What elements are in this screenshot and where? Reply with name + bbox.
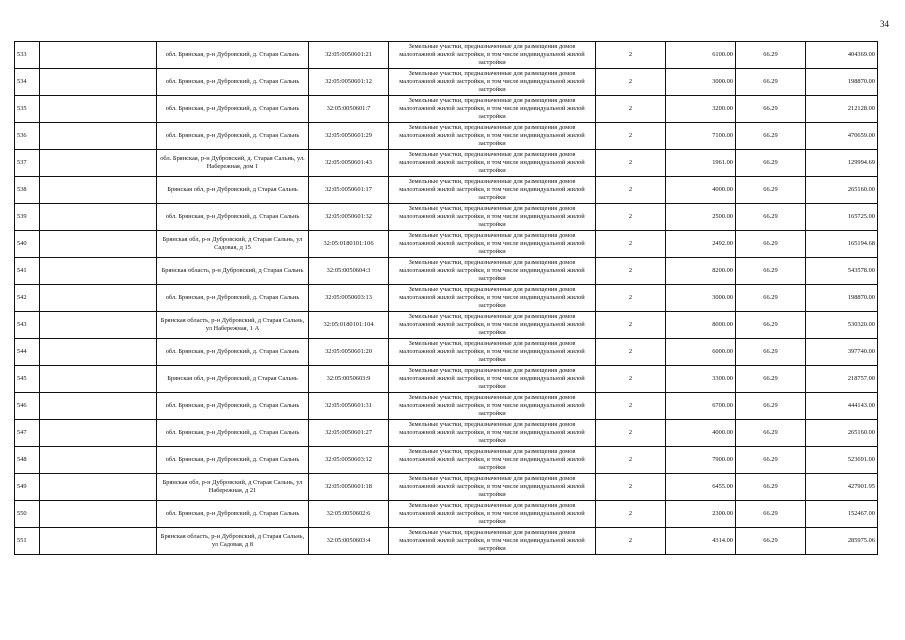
area-cell: 2500.00: [666, 204, 736, 231]
cadastral-number-cell: 32:05:0050601:18: [309, 474, 389, 501]
area-cell: 1961.00: [666, 150, 736, 177]
cadastral-value-cell: 285975.06: [806, 528, 878, 555]
land-use-cell: Земельные участки, предназначенные для размещения домов малоэтажной жилой застройки, в том числе индивидуальной жилой застройки: [389, 150, 596, 177]
cadastral-value-cell: 397740.00: [806, 339, 878, 366]
specific-value-cell: 66.29: [736, 366, 806, 393]
table-row: [15, 339, 878, 366]
area-cell: 7900.00: [666, 447, 736, 474]
row-number-cell: 543: [15, 312, 40, 339]
cadastral-value-cell: 198870.00: [806, 285, 878, 312]
cadastral-value-table: [14, 41, 878, 555]
area-cell: 3300.00: [666, 366, 736, 393]
address-cell: Брянская обл, р-н Дубровский, д Старая Сальнь: [157, 366, 309, 393]
table-row: [15, 204, 878, 231]
row-number-cell: 546: [15, 393, 40, 420]
cadastral-value-cell: 404369.00: [806, 42, 878, 69]
row-number-cell: 549: [15, 474, 40, 501]
area-cell: 3200.00: [666, 96, 736, 123]
specific-value-cell: 66.29: [736, 474, 806, 501]
spacer-cell: [40, 204, 157, 231]
cadastral-number-cell: 32:05:0050601:21: [309, 42, 389, 69]
cadastral-value-cell: 523691.00: [806, 447, 878, 474]
cadastral-value-cell: 265160.00: [806, 177, 878, 204]
row-number-cell: 537: [15, 150, 40, 177]
row-number-cell: 541: [15, 258, 40, 285]
address-cell: Брянская область, р-н Дубровский, д Старая Сальнь, ул Садовая, д 8: [157, 528, 309, 555]
specific-value-cell: 66.29: [736, 177, 806, 204]
address-cell: Брянская обл, р-н Дубровский, д Старая Сальнь: [157, 177, 309, 204]
cadastral-value-cell: 212128.00: [806, 96, 878, 123]
spacer-cell: [40, 501, 157, 528]
specific-value-cell: 66.29: [736, 204, 806, 231]
cadastral-number-cell: 32:05:0050601:12: [309, 69, 389, 96]
spacer-cell: [40, 96, 157, 123]
cadastral-value-cell: 165725.00: [806, 204, 878, 231]
land-use-cell: Земельные участки, предназначенные для размещения домов малоэтажной жилой застройки, в том числе индивидуальной жилой застройки: [389, 285, 596, 312]
table-row: [15, 366, 878, 393]
table-body: [15, 42, 878, 555]
row-number-cell: 547: [15, 420, 40, 447]
row-number-cell: 542: [15, 285, 40, 312]
spacer-cell: [40, 420, 157, 447]
land-use-cell: Земельные участки, предназначенные для размещения домов малоэтажной жилой застройки, в том числе индивидуальной жилой застройки: [389, 177, 596, 204]
land-use-cell: Земельные участки, предназначенные для размещения домов малоэтажной жилой застройки, в том числе индивидуальной жилой застройки: [389, 231, 596, 258]
address-cell: обл. Брянская, р-н Дубровский, д. Старая Сальнь: [157, 42, 309, 69]
address-cell: обл. Брянская, р-н Дубровский, д. Старая Сальнь: [157, 420, 309, 447]
category-cell: 2: [596, 393, 666, 420]
category-cell: 2: [596, 123, 666, 150]
area-cell: 6100.00: [666, 42, 736, 69]
specific-value-cell: 66.29: [736, 42, 806, 69]
table-row: [15, 123, 878, 150]
cadastral-number-cell: 32:05:0050602:6: [309, 501, 389, 528]
table-row: [15, 447, 878, 474]
address-cell: обл. Брянская, р-н Дубровский, д. Старая Сальнь: [157, 123, 309, 150]
cadastral-value-cell: 152467.00: [806, 501, 878, 528]
category-cell: 2: [596, 177, 666, 204]
row-number-cell: 540: [15, 231, 40, 258]
spacer-cell: [40, 231, 157, 258]
specific-value-cell: 66.29: [736, 96, 806, 123]
category-cell: 2: [596, 312, 666, 339]
category-cell: 2: [596, 420, 666, 447]
table-row: [15, 42, 878, 69]
address-cell: Брянская область, р-н Дубровский, д Старая Сальнь, ул Набережная, 1 А: [157, 312, 309, 339]
cadastral-value-cell: 444143.00: [806, 393, 878, 420]
address-cell: Брянская обл, р-н Дубровский, д Старая Сальнь, ул Набережная, д 21: [157, 474, 309, 501]
address-cell: обл. Брянская, р-н Дубровский, д. Старая Сальнь: [157, 339, 309, 366]
cadastral-number-cell: 32:05:0050603:12: [309, 447, 389, 474]
specific-value-cell: 66.29: [736, 69, 806, 96]
table-row: [15, 96, 878, 123]
cadastral-value-cell: 530320.00: [806, 312, 878, 339]
table-row: [15, 150, 878, 177]
address-cell: обл. Брянская, р-н Дубровский, д. Старая Сальнь: [157, 393, 309, 420]
category-cell: 2: [596, 285, 666, 312]
address-cell: обл. Брянская, р-н Дубровский, д. Старая Сальнь, ул. Набережная, дом 1: [157, 150, 309, 177]
row-number-cell: 535: [15, 96, 40, 123]
category-cell: 2: [596, 258, 666, 285]
row-number-cell: 539: [15, 204, 40, 231]
row-number-cell: 534: [15, 69, 40, 96]
cadastral-number-cell: 32:05:0050601:32: [309, 204, 389, 231]
category-cell: 2: [596, 474, 666, 501]
table-row: [15, 258, 878, 285]
address-cell: обл. Брянская, р-н Дубровский, д. Старая Сальнь: [157, 501, 309, 528]
land-use-cell: Земельные участки, предназначенные для размещения домов малоэтажной жилой застройки, в том числе индивидуальной жилой застройки: [389, 339, 596, 366]
cadastral-number-cell: 32:05:0050601:43: [309, 150, 389, 177]
specific-value-cell: 66.29: [736, 285, 806, 312]
spacer-cell: [40, 312, 157, 339]
row-number-cell: 548: [15, 447, 40, 474]
cadastral-value-cell: 543578.00: [806, 258, 878, 285]
area-cell: 4000.00: [666, 177, 736, 204]
specific-value-cell: 66.29: [736, 339, 806, 366]
cadastral-value-cell: 198870.00: [806, 69, 878, 96]
table-row: [15, 528, 878, 555]
specific-value-cell: 66.29: [736, 231, 806, 258]
spacer-cell: [40, 123, 157, 150]
spacer-cell: [40, 177, 157, 204]
area-cell: 7100.00: [666, 123, 736, 150]
category-cell: 2: [596, 501, 666, 528]
address-cell: обл. Брянская, р-н Дубровский, д. Старая Сальнь: [157, 447, 309, 474]
specific-value-cell: 66.29: [736, 123, 806, 150]
area-cell: 2300.00: [666, 501, 736, 528]
land-use-cell: Земельные участки, предназначенные для размещения домов малоэтажной жилой застройки, в том числе индивидуальной жилой застройки: [389, 366, 596, 393]
cadastral-number-cell: 32:05:0050601:31: [309, 393, 389, 420]
spacer-cell: [40, 474, 157, 501]
area-cell: 8000.00: [666, 312, 736, 339]
land-use-cell: Земельные участки, предназначенные для размещения домов малоэтажной жилой застройки, в том числе индивидуальной жилой застройки: [389, 123, 596, 150]
table-row: [15, 501, 878, 528]
cadastral-number-cell: 32:05:0050601:7: [309, 96, 389, 123]
address-cell: обл. Брянская, р-н Дубровский, д. Старая Сальнь: [157, 69, 309, 96]
specific-value-cell: 66.29: [736, 393, 806, 420]
spacer-cell: [40, 258, 157, 285]
category-cell: 2: [596, 339, 666, 366]
land-use-cell: Земельные участки, предназначенные для размещения домов малоэтажной жилой застройки, в том числе индивидуальной жилой застройки: [389, 393, 596, 420]
land-use-cell: Земельные участки, предназначенные для размещения домов малоэтажной жилой застройки, в том числе индивидуальной жилой застройки: [389, 42, 596, 69]
area-cell: 3000.00: [666, 69, 736, 96]
cadastral-number-cell: 32:05:0050603:13: [309, 285, 389, 312]
land-use-cell: Земельные участки, предназначенные для размещения домов малоэтажной жилой застройки, в том числе индивидуальной жилой застройки: [389, 258, 596, 285]
spacer-cell: [40, 528, 157, 555]
table-row: [15, 420, 878, 447]
spacer-cell: [40, 285, 157, 312]
area-cell: 8200.00: [666, 258, 736, 285]
row-number-cell: 550: [15, 501, 40, 528]
cadastral-number-cell: 32:05:0180101:104: [309, 312, 389, 339]
address-cell: обл. Брянская, р-н Дубровский, д. Старая Сальнь: [157, 204, 309, 231]
spacer-cell: [40, 69, 157, 96]
category-cell: 2: [596, 42, 666, 69]
category-cell: 2: [596, 69, 666, 96]
address-cell: обл. Брянская, р-н Дубровский, д. Старая Сальнь: [157, 285, 309, 312]
cadastral-value-cell: 129994.69: [806, 150, 878, 177]
land-use-cell: Земельные участки, предназначенные для размещения домов малоэтажной жилой застройки, в том числе индивидуальной жилой застройки: [389, 204, 596, 231]
row-number-cell: 551: [15, 528, 40, 555]
spacer-cell: [40, 366, 157, 393]
cadastral-number-cell: 32:05:0180101:106: [309, 231, 389, 258]
cadastral-value-cell: 218757.00: [806, 366, 878, 393]
cadastral-number-cell: 32:05:0050601:20: [309, 339, 389, 366]
table-row: [15, 393, 878, 420]
cadastral-value-cell: 165194.68: [806, 231, 878, 258]
land-use-cell: Земельные участки, предназначенные для размещения домов малоэтажной жилой застройки, в том числе индивидуальной жилой застройки: [389, 420, 596, 447]
address-cell: Брянская обл, р-н Дубровский, д Старая Сальнь, ул Садовая, д 15: [157, 231, 309, 258]
category-cell: 2: [596, 150, 666, 177]
table-row: [15, 69, 878, 96]
row-number-cell: 544: [15, 339, 40, 366]
row-number-cell: 538: [15, 177, 40, 204]
table-row: [15, 285, 878, 312]
cadastral-number-cell: 32:05:0050603:9: [309, 366, 389, 393]
spacer-cell: [40, 393, 157, 420]
area-cell: 6000.00: [666, 339, 736, 366]
table-row: [15, 474, 878, 501]
land-use-cell: Земельные участки, предназначенные для размещения домов малоэтажной жилой застройки, в том числе индивидуальной жилой застройки: [389, 447, 596, 474]
area-cell: 6455.00: [666, 474, 736, 501]
category-cell: 2: [596, 204, 666, 231]
table-row: [15, 177, 878, 204]
cadastral-number-cell: 32:05:0050601:29: [309, 123, 389, 150]
cadastral-value-cell: 265160.00: [806, 420, 878, 447]
area-cell: 3000.00: [666, 285, 736, 312]
land-use-cell: Земельные участки, предназначенные для размещения домов малоэтажной жилой застройки, в том числе индивидуальной жилой застройки: [389, 501, 596, 528]
address-cell: Брянская область, р-н Дубровский, д Старая Сальнь: [157, 258, 309, 285]
table-row: [15, 231, 878, 258]
land-use-cell: Земельные участки, предназначенные для размещения домов малоэтажной жилой застройки, в том числе индивидуальной жилой застройки: [389, 474, 596, 501]
category-cell: 2: [596, 231, 666, 258]
category-cell: 2: [596, 528, 666, 555]
row-number-cell: 545: [15, 366, 40, 393]
specific-value-cell: 66.29: [736, 258, 806, 285]
row-number-cell: 533: [15, 42, 40, 69]
cadastral-number-cell: 32:05:0050603:4: [309, 528, 389, 555]
page-number: 34: [880, 19, 889, 29]
specific-value-cell: 66.29: [736, 312, 806, 339]
specific-value-cell: 66.29: [736, 528, 806, 555]
land-use-cell: Земельные участки, предназначенные для размещения домов малоэтажной жилой застройки, в том числе индивидуальной жилой застройки: [389, 528, 596, 555]
land-use-cell: Земельные участки, предназначенные для размещения домов малоэтажной жилой застройки, в том числе индивидуальной жилой застройки: [389, 69, 596, 96]
area-cell: 4314.00: [666, 528, 736, 555]
cadastral-number-cell: 32:05:0050601:17: [309, 177, 389, 204]
category-cell: 2: [596, 366, 666, 393]
table-row: [15, 312, 878, 339]
land-use-cell: Земельные участки, предназначенные для размещения домов малоэтажной жилой застройки, в том числе индивидуальной жилой застройки: [389, 312, 596, 339]
specific-value-cell: 66.29: [736, 420, 806, 447]
cadastral-number-cell: 32:05:0050601:27: [309, 420, 389, 447]
spacer-cell: [40, 339, 157, 366]
spacer-cell: [40, 42, 157, 69]
cadastral-value-cell: 470659.00: [806, 123, 878, 150]
area-cell: 2492.00: [666, 231, 736, 258]
specific-value-cell: 66.29: [736, 447, 806, 474]
address-cell: обл. Брянская, р-н Дубровский, д. Старая Сальнь: [157, 96, 309, 123]
specific-value-cell: 66.29: [736, 150, 806, 177]
category-cell: 2: [596, 447, 666, 474]
spacer-cell: [40, 150, 157, 177]
specific-value-cell: 66.29: [736, 501, 806, 528]
cadastral-number-cell: 32:05:0050604:3: [309, 258, 389, 285]
land-use-cell: Земельные участки, предназначенные для размещения домов малоэтажной жилой застройки, в том числе индивидуальной жилой застройки: [389, 96, 596, 123]
area-cell: 6700.00: [666, 393, 736, 420]
category-cell: 2: [596, 96, 666, 123]
cadastral-value-cell: 427901.95: [806, 474, 878, 501]
area-cell: 4000.00: [666, 420, 736, 447]
spacer-cell: [40, 447, 157, 474]
row-number-cell: 536: [15, 123, 40, 150]
